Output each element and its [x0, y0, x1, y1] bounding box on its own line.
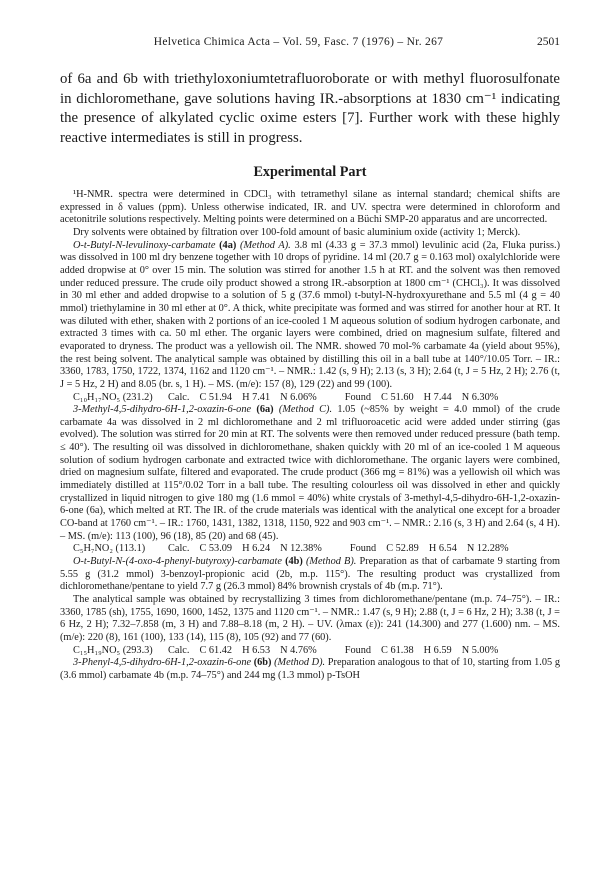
method-label-4b: (Method B).: [305, 556, 357, 568]
calc-n: N 12.38%: [280, 543, 322, 555]
procedure-text-6b: Preparation analogous to that of 10, starting from 1.05 g (3.6 mmol) carbamate 4b (m.p. 74–75°) and 244 mg (1.3 mmol) p-TsOH: [60, 657, 560, 681]
procedure-6a: [60, 404, 560, 543]
general-methods-paragraph: ¹H-NMR. spectra were determined in CDCl₃ with tetramethyl silane as internal standard; chemical shifts are expressed in δ values (ppm). Unless otherwise indicated, IR. and UV. spectra were determined in chloroform and acetonitrile solutions respectively. Melting points were determined on a Büchi SMP-20 apparatus and are uncorrected.: [60, 189, 560, 226]
method-label-6a: (Method C).: [278, 404, 333, 416]
calc-label: Calc.: [168, 644, 190, 656]
calc-n: N 6.06%: [280, 391, 317, 403]
found-n: N 5.00%: [461, 644, 499, 656]
compound-name-4b: O-t-Butyl-N-(4-oxo-4-phenyl-butyroxy)-carbamate: [73, 556, 282, 568]
elemental-analysis-4a: [60, 392, 560, 405]
procedure-text-4a: 3.8 ml (4.33 g = 37.3 mmol) levulinic acid (2a, Fluka puriss.) was dissolved in 100 ml dry benzene together with 10 drops of pyridine. 14 ml (20.7 g = 0.163 mol) oxalylchloride were added dropwise at 0° over 15 min. The solution was stirred for another 1.5 h at RT. and the solvent was then removed under reduced pressure. The crude oily product showed a strong IR.-absorption at 1800 cm⁻¹ (CHCl₃). It was dissolved in 30 ml ether and added dropwise to a solution of 5 g (37.6 mmol) t-butyl-N-hydroxyurethane and 5.5 ml (4 g = 40 mmol) triethylamine in 30 ml ether at 0°. A thick, white precipitate was formed and was stirred for another hour at RT. It was diluted with ether, shaken with 2 portions of an ice-cooled 1 M aqueous solution of sodium hydrogen carbonate, and extracted 3 times with ca. 50 ml ether. The organic layers were combined, dried on magnesium sulfate, filtered and evaporated to dryness. The product was a yellowish oil. The NMR. showed 70 mol-% carbamate 4a (yield about 95%), the rest being solvent. The analytical sample was obtained by distilling this oil in a ball tube at 140°/10.05 Torr. – IR.: 3360, 1783, 1750, 1722, 1374, 1162 and 1120 cm⁻¹. – NMR.: 1.42 (s, 9 H); 2.13 (s, 3 H); 2.64 (t, J = 5 Hz, 2 H); 2.76 (t, J = 5 Hz, 2 H) and 8.05 (br. s, 1 H). – MS. (m/e): 157 (8), 129 (22) and 99 (100).: [60, 239, 560, 390]
analysis-formula: C₅H₇NO₂ (113.1): [73, 543, 146, 555]
compound-label-4a: (4a): [219, 239, 237, 251]
calc-c: C 61.42: [199, 644, 233, 656]
calc-n: N 4.76%: [280, 644, 317, 656]
found-n: N 6.30%: [461, 391, 499, 403]
compound-label-6b: (6b): [253, 657, 272, 669]
intro-paragraph: of 6a and 6b with triethyloxoniumtetrafluoroborate or with methyl fluorosulfonate in dichloromethane, gave solutions having IR.-absorptions at 1830 cm⁻¹ indicating the presence of alkylated cyclic oxime esters [7]. Further work with these highly reactive intermediates is still in progress.: [60, 71, 560, 146]
section-title: Experimental Part: [253, 164, 367, 180]
analysis-formula: C₁₀H₁₇NO₅ (231.2): [73, 391, 153, 403]
procedure-4b: [60, 556, 560, 594]
found-h: H 7.44: [423, 391, 452, 403]
journal-page: [60, 36, 560, 683]
running-head: [60, 36, 560, 52]
calc-h: H 6.24: [242, 543, 271, 555]
compound-label-4b: (4b): [285, 556, 303, 568]
procedure-text-4b: Preparation as that of carbamate 9 starting from 5.55 g (31.2 mmol) 3-benzoyl-propionic acid (2b, m.p. 115°). The resulting product was crystallized from dichloromethane/pentane to yield 7.7 g (26.3 mmol) 84% brownish crystals of 4b (m.p. 71°).: [60, 556, 561, 593]
found-c: C 52.89: [386, 543, 419, 555]
calc-c: C 53.09: [199, 543, 233, 555]
procedure-6b: [60, 657, 560, 682]
found-label: Found: [349, 543, 377, 555]
elemental-analysis-4b: [60, 645, 560, 658]
found-n: N 12.28%: [466, 543, 509, 555]
experimental-body: [60, 189, 560, 683]
found-h: H 6.54: [428, 543, 457, 555]
method-label-6b: (Method D).: [274, 657, 326, 669]
calc-h: H 6.53: [242, 644, 271, 656]
compound-name-6b: 3-Phenyl-4,5-dihydro-6H-1,2-oxazin-6-one: [73, 657, 252, 669]
found-h: H 6.59: [423, 644, 452, 656]
found-c: C 51.60: [381, 391, 414, 403]
method-label-4a: (Method A).: [240, 239, 291, 251]
compound-name-4a: O-t-Butyl-N-levulinoxy-carbamate: [73, 239, 216, 251]
calc-label: Calc.: [168, 391, 190, 403]
journal-header: Helvetica Chimica Acta – Vol. 59, Fasc. 7 (1976) – Nr. 267: [153, 36, 444, 48]
calc-c: C 51.94: [199, 391, 233, 403]
compound-name-6a: 3-Methyl-4,5-dihydro-6H-1,2-oxazin-6-one: [73, 404, 252, 416]
found-c: C 61.38: [381, 644, 414, 656]
procedure-text-6a: 1.05 (~85% by weight = 4.0 mmol) of the crude carbamate 4a was dissolved in 2 ml dichloromethane and 2 ml trifluoroacetic acid were added under stirring (gas evolved). The solution was stirred for 20 min at RT. The solvents were then removed under reduced pressure (bath temp. ≤ 40°). The resulting oil was dissolved in dichloromethane, shaken quickly with 20 ml of an ice-cooled 1 M aqueous solution of sodium hydrogen carbonate and extracted twice with dichloromethane. The organic layers were combined, dried on magnesium sulfate, filtered and evaporated. The crude product (366 mg = 81%) was a yellowish oil which was immediately distilled at 115°/0.02 Torr in a ball tube. The resulting colourless oil was dissolved in ether and quickly crystallized in liquid nitrogen to give 180 mg (1.6 mmol = 40%) white crystals of 3-methyl-4,5-dihydro-6H-1,2-oxazin-6-one (6a), which melted at RT. The IR. of the crude materials was identical with the analytical one except for a broader CO-band at 1760 cm⁻¹. – IR.: 1760, 1431, 1382, 1318, 1150, 922 and 903 cm⁻¹. – NMR.: 2.16 (s, 3 H) and 2.64 (s, 4 H). – MS. (m/e): 113 (100), 96 (18), 85 (20) and 68 (45).: [60, 404, 560, 542]
compound-label-6a: (6a): [256, 404, 274, 416]
elemental-analysis-6a: [60, 543, 560, 556]
found-label: Found: [344, 391, 372, 403]
analysis-formula: C₁₅H₁₉NO₅ (293.3): [73, 644, 153, 656]
calc-label: Calc.: [168, 543, 190, 555]
analytical-sample-4b: The analytical sample was obtained by recrystallizing 3 times from dichloromethane/pentane (m.p. 74–75°). – IR.: 3360, 1785 (sh), 1755, 1690, 1600, 1452, 1375 and 1120 cm⁻¹. – NMR.: 1.47 (s, 9 H); 2.88 (t, J = 6 Hz, 2 H); 3.38 (t, J = 6 Hz, 2 H); 7.32–7.858 (m, 3 H) and 7.88–8.18 (m, 2 H). – UV. (λmax (ε)): 241 (14.300) and 277 (1.600) nm. – MS. (m/e): 220 (8), 161 (100), 133 (14), 115 (8), 105 (92) and 77 (60).: [60, 594, 560, 643]
procedure-4a: [60, 240, 560, 392]
calc-h: H 7.41: [242, 391, 271, 403]
solvents-paragraph: Dry solvents were obtained by filtration over 100-fold amount of basic aluminium oxide (activity 1; Merck).: [73, 226, 521, 238]
found-label: Found: [344, 644, 372, 656]
page-number: 2501: [537, 36, 560, 48]
